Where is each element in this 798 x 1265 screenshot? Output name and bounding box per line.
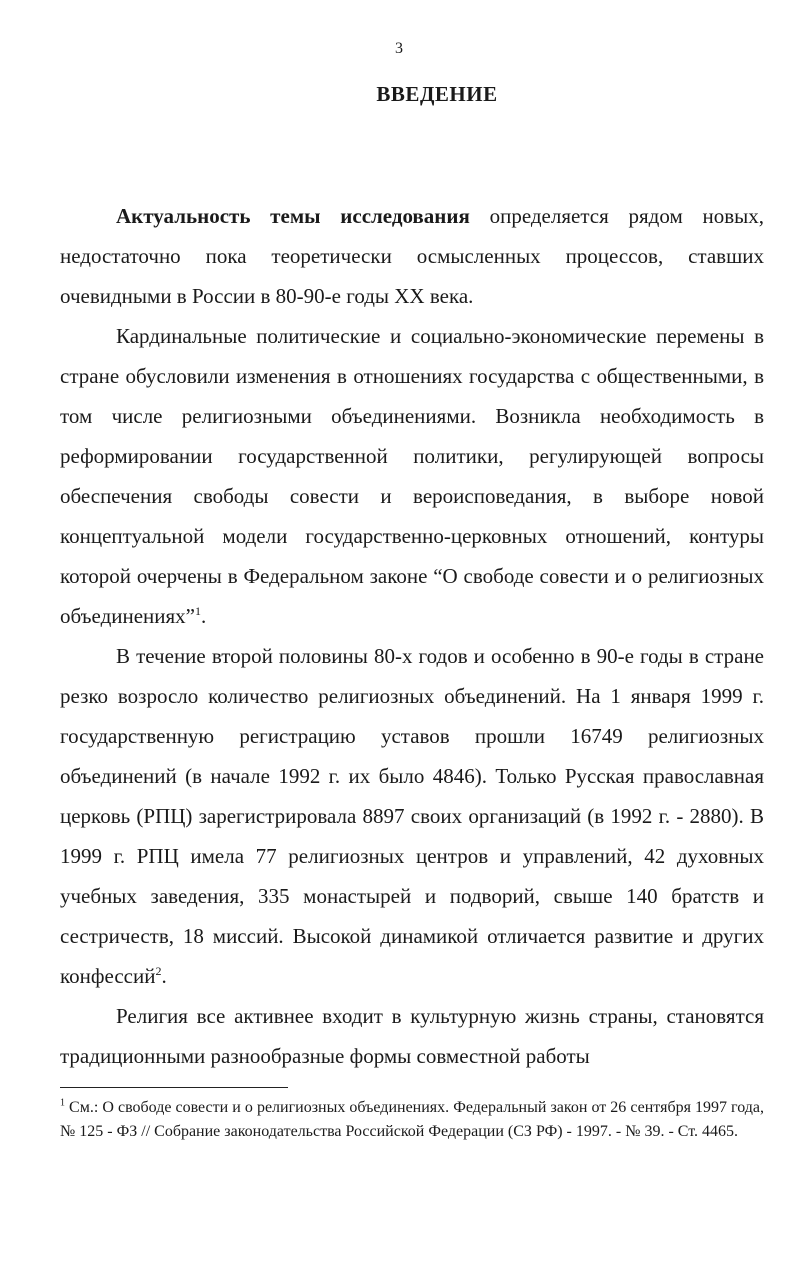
paragraph-2 [60, 316, 764, 636]
paragraph-2-text: Кардинальные политические и социально-экономические перемены в стране обусловили изменения в отношениях государства с общественными, в том числе религиозными объединениями. Возникла необходимость в реформировании государственной политики, регулирующей вопросы обеспечения свободы совести и вероисповедания, в выборе новой концептуальной модели государственно-церковных отношений, контуры которой очерчены в Федеральном законе “О свободе совести и о религиозных объединениях” [60, 324, 764, 628]
paragraph-4 [60, 996, 764, 1076]
paragraph-3-text: В течение второй половины 80-х годов и особенно в 90-е годы в стране резко возросло количество религиозных объединений. На 1 января 1999 г. государственную регистрацию уставов прошли 16749 религиозных объединений (в начале 1992 г. их было 4846). Только Русская православная церковь (РПЦ) зарегистрировала 8897 своих организаций (в 1992 г. - 2880). В 1999 г. РПЦ имела 77 религиозных центров и управлений, 42 духовных учебных заведения, 335 монастырей и подворий, свыше 140 братств и сестричеств, 18 миссий. Высокой динамикой отличается развитие и других конфессий [60, 644, 764, 988]
paragraph-4-text: Религия все активнее входит в культурную жизнь страны, становятся традиционными разнообразные формы совместной работы [60, 1004, 764, 1068]
paragraph-2-tail: . [201, 604, 207, 628]
footnote-marker: 1 [60, 1097, 65, 1109]
body-text [60, 196, 764, 1076]
footnote-1 [60, 1096, 764, 1144]
footnote-divider [60, 1087, 288, 1088]
page-title: ВВЕДЕНИЕ [376, 82, 498, 106]
page-number: 3 [395, 40, 403, 57]
paragraph-3-tail: . [161, 964, 167, 988]
footnote-ref-2: 2 [155, 964, 162, 978]
footnote-text: См.: О свободе совести и о религиозных объединениях. Федеральный закон от 26 сентября 1997 года, № 125 - ФЗ // Собрание законодательства Российской Федерации (СЗ РФ) - 1997. - № 39. - Ст. 4465. [60, 1099, 764, 1140]
paragraph-1 [60, 196, 764, 316]
paragraph-1-bold-lead: Актуальность темы исследования [116, 204, 470, 228]
footnote-ref-1: 1 [195, 604, 202, 618]
paragraph-3 [60, 636, 764, 996]
paragraph-1-text: определяется рядом новых, недостаточно пока теоретически осмысленных процессов, ставших очевидными в России в 80-90-е годы XX века. [60, 204, 764, 308]
